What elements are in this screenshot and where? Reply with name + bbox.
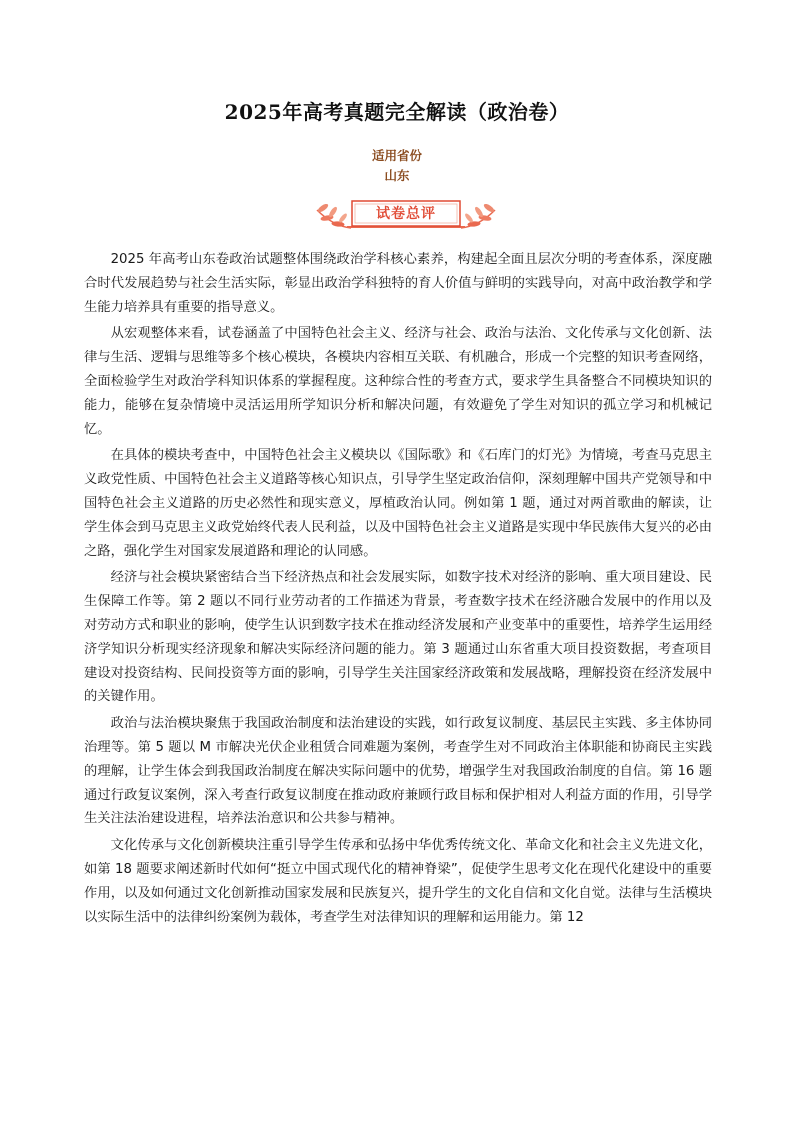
body-paragraph: 2025 年高考山东卷政治试题整体围绕政治学科核心素养，构建起全面且层次分明的考查体系，深度融合时代发展趋势与社会生活实际，彰显出政治学科独特的育人价值与鲜明的实践导向，对高中政治教学和学生能力培养具有重要的指导意义。 (84, 252, 712, 315)
applicable-province-label: 适用省份 (371, 148, 422, 163)
body-paragraph: 在具体的模块考查中，中国特色社会主义模块以《国际歌》和《石库门的灯光》为情境，考查马克思主义政党性质、中国特色社会主义道路等核心知识点，引导学生坚定政治信仰，深刻理解中国共产党领导和中国特色社会主义道路的历史必然性和现实意义，厚植政治认同。例如第 1 题，通过对两首歌曲的解读，让学生体会到马克思主义政党始终代表人民利益，以及中国特色社会主义道路是实现中华民族伟大复兴的必由之路，强化学生对国家发展道路和理论的认同感。 (84, 448, 712, 559)
body-paragraph: 政治与法治模块聚焦于我国政治制度和法治建设的实践，如行政复议制度、基层民主实践、多主体协同治理等。第 5 题以 M 市解决光伏企业租赁合同难题为案例，考查学生对不同政治主体职能和协商民主实践的理解，让学生体会到我国政治制度在解决实际问题中的优势，增强学生对我国政治制度的自信。第 16 题通过行政复议案例，深入考查行政复议制度在推动政府兼顾行政目标和保护相对人利益方面的作用，引导学生关注法治建设进程，培养法治意识和公共参与精神。 (84, 716, 712, 827)
body-paragraph: 经济与社会模块紧密结合当下经济热点和社会发展实际，如数字技术对经济的影响、重大项目建设、民生保障工作等。第 2 题以不同行业劳动者的工作描述为背景，考查数字技术在经济融合发展中的作用以及对劳动方式和职业的影响，使学生认识到数字技术在推动经济发展和产业变革中的重要性，培养学生运用经济学知识分析现实经济现象和解决实际经济问题的能力。第 3 题通过山东省重大项目投资数据，考查项目建设对投资结构、民间投资等方面的影响，引导学生关注国家经济政策和发展战略，理解投资在经济发展中的关键作用。 (84, 570, 712, 705)
section-banner-label: 试卷总评 (376, 206, 436, 222)
document-title: 2025年高考真题完全解读（政治卷） (224, 100, 570, 124)
body-paragraph: 文化传承与文化创新模块注重引导学生传承和弘扬中华优秀传统文化、革命文化和社会主义先进文化，如第 18 题要求阐述新时代如何“挺立中国式现代化的精神脊梁”，促使学生思考文化在现代化建设中的重要作用，以及如何通过文化创新推动国家发展和民族复兴，提升学生的文化自信和文化自觉。法律与生活模块以实际生活中的法律纠纷案例为载体，考查学生对法律知识的理解和运用能力。第 12 (84, 838, 712, 925)
body-paragraph: 从宏观整体来看，试卷涵盖了中国特色社会主义、经济与社会、政治与法治、文化传承与文化创新、法律与生活、逻辑与思维等多个核心模块，各模块内容相互关联、有机融合，形成一个完整的知识考查网络，全面检验学生对政治学科知识体系的掌握程度。这种综合性的考查方式，要求学生具备整合不同模块知识的能力，能够在复杂情境中灵活运用所学知识分析和解决问题，有效避免了学生对知识的孤立学习和机械记忆。 (84, 326, 712, 437)
document-body (84, 248, 712, 932)
province-name: 山东 (384, 168, 410, 183)
section-banner (311, 196, 501, 236)
